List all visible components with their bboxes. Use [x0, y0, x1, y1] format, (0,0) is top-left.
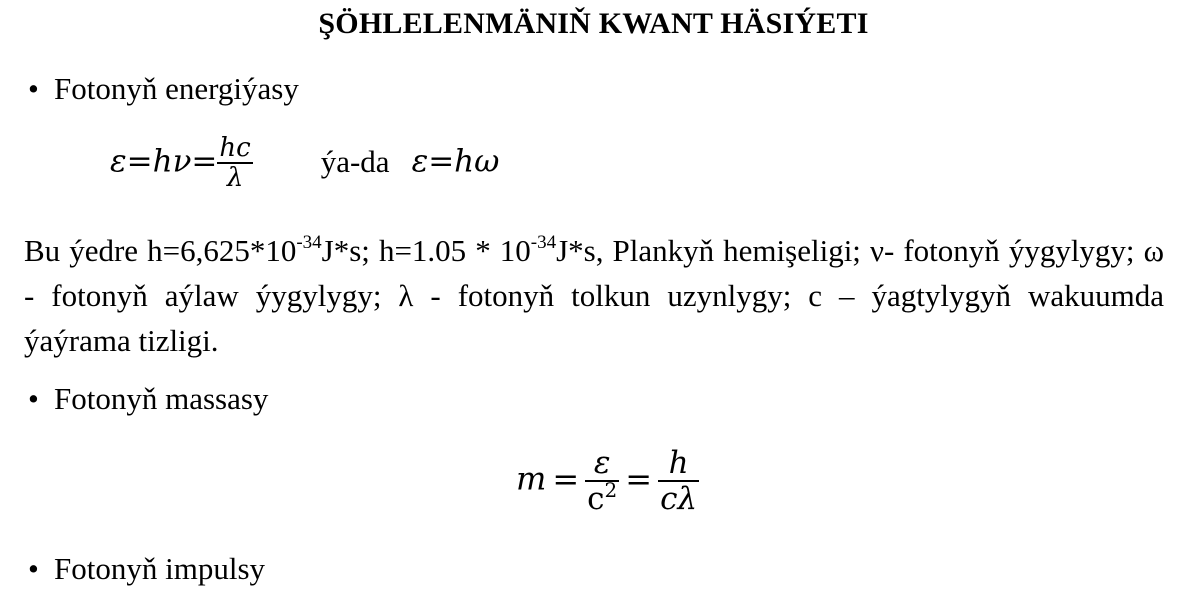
paragraph-text-2: J*s; h=1.05 * 10 [321, 233, 531, 268]
photon-energy-formula [110, 134, 499, 192]
bullet-marker: • [28, 71, 39, 106]
denominator-exponent: 2 [604, 478, 618, 502]
fraction-numerator: ε [585, 446, 619, 482]
bullet-photon-energy [28, 70, 299, 108]
fraction-numerator: hc [219, 133, 251, 163]
bullet-label: Fotonyň massasy [54, 381, 269, 416]
mass-fraction-1 [585, 446, 619, 516]
paragraph-text-3: J*s, Plankyň hemişeligi; ν- fotonyň ýygylygy; ω - fotonyň aýlaw ýygylygy; λ - fotonyň tolkun uzynlygy; c – ýagtylygyň wakuumda ýaýrama tizligi. [24, 233, 1164, 358]
mass-fraction-2 [658, 446, 699, 516]
fraction-denominator [585, 478, 619, 517]
bullet-marker: • [28, 381, 39, 416]
denominator-base: c [587, 481, 605, 517]
equals-sign: = [625, 459, 653, 498]
bullet-photon-mass [28, 380, 268, 418]
fraction-denominator: cλ [660, 481, 698, 517]
equals-sign: = [552, 459, 580, 498]
exponent-1: -34 [296, 232, 322, 253]
formula-lhs: ε=hν= [110, 143, 218, 180]
exponent-2: -34 [530, 232, 557, 253]
fraction-denominator: λ [226, 163, 244, 193]
fraction-numerator: h [658, 446, 699, 482]
formula-fraction [217, 134, 252, 192]
bullet-label: Fotonyň impulsy [54, 551, 266, 586]
bullet-marker: • [28, 551, 39, 586]
bullet-label: Fotonyň energiýasy [54, 71, 299, 106]
photon-mass-formula [516, 446, 699, 516]
constants-paragraph [24, 228, 1164, 363]
formula-alt: ε=hω [411, 143, 500, 180]
paragraph-text-1: Bu ýedre h=6,625*10 [24, 233, 297, 268]
bullet-photon-impulse [28, 550, 265, 588]
formula-lhs: m [516, 459, 547, 498]
page-title: ŞÖHLELENMÄNIŇ KWANT HÄSIÝETI [318, 7, 869, 40]
formula-conjunction: ýa-da [320, 143, 390, 179]
